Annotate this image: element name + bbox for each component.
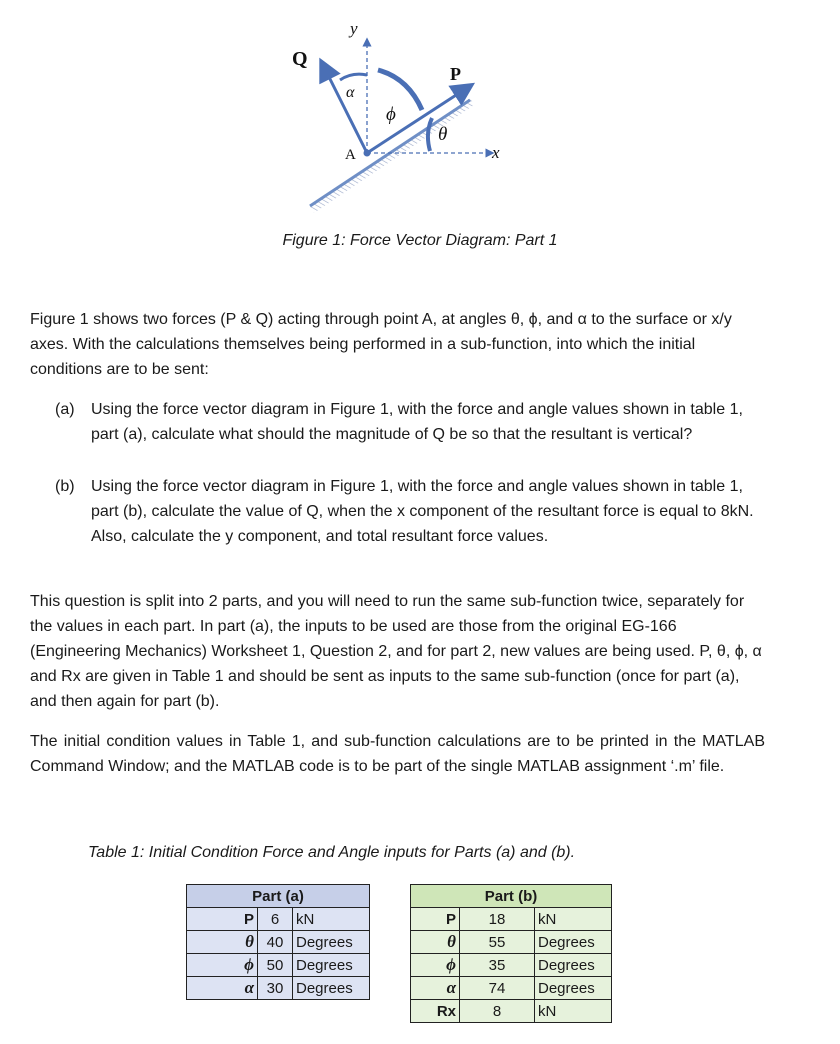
- table-row: [187, 931, 370, 954]
- instructions-paragraph: This question is split into 2 parts, and you will need to run the same sub-function twice, separately for the values in each part. In part (a), the inputs to be used are those from the original EG-166 (Engineering Mechanics) Worksheet 1, Question 2, and for part 2, new values are being used. P, θ, ϕ, α and Rx are given in Table 1 and should be sent as inputs to the same sub-function (once for part (a), and then again for part (b).: [30, 593, 762, 710]
- intro-paragraph: Figure 1 shows two forces (P & Q) acting through point A, at angles θ, ϕ, and α to the surface or x/y axes. With the calculations themselves being performed in a sub-function, into which the initial conditions are to be sent:: [30, 311, 732, 378]
- table-b-symbol: α: [411, 977, 460, 1000]
- table-b-value: 35: [460, 954, 535, 977]
- label-q: Q: [292, 48, 308, 70]
- table-row: [411, 931, 612, 954]
- table-b-unit: kN: [535, 1000, 612, 1023]
- table-b-symbol: ϕ: [411, 954, 460, 977]
- list-item: [55, 474, 760, 549]
- table-b-unit: Degrees: [535, 977, 612, 1000]
- table-part-a: [186, 884, 370, 1000]
- table-a-value: 6: [258, 908, 293, 931]
- alpha-arc: [340, 74, 367, 80]
- table-a-value: 30: [258, 977, 293, 1000]
- table-b-title: Part (b): [411, 885, 612, 908]
- table-a-symbol: ϕ: [187, 954, 258, 977]
- table-part-b: [410, 884, 612, 1023]
- label-alpha: α: [346, 84, 355, 101]
- force-vector-diagram: [270, 8, 540, 218]
- table-row: [411, 1000, 612, 1023]
- label-phi: ϕ: [386, 104, 396, 125]
- phi-arc: [378, 70, 422, 110]
- label-theta: θ: [438, 124, 448, 145]
- table-row: [411, 977, 612, 1000]
- table-a-title: Part (a): [187, 885, 370, 908]
- label-point-a: A: [345, 147, 356, 163]
- table-a-value: 50: [258, 954, 293, 977]
- theta-arc: [428, 118, 432, 151]
- table-a-unit: Degrees: [293, 954, 370, 977]
- table-row: [411, 954, 612, 977]
- table-b-unit: kN: [535, 908, 612, 931]
- table-b-value: 74: [460, 977, 535, 1000]
- table-row: [411, 908, 612, 931]
- point-a-marker: [364, 150, 371, 157]
- list-item-label: (a): [55, 401, 75, 418]
- list-item-label: (b): [55, 478, 75, 495]
- output-paragraph: The initial condition values in Table 1, and sub-function calculations are to be printed in the MATLAB Command Window; and the MATLAB code is to be part of the single MATLAB assignment ‘.m’ file.: [30, 733, 765, 775]
- table-row: [187, 908, 370, 931]
- label-p: P: [450, 64, 461, 84]
- label-y: y: [350, 19, 358, 38]
- table-b-symbol: P: [411, 908, 460, 931]
- list-item: [55, 397, 760, 447]
- table-b-unit: Degrees: [535, 954, 612, 977]
- table-a-symbol: P: [187, 908, 258, 931]
- figure-caption: Figure 1: Force Vector Diagram: Part 1: [282, 232, 558, 249]
- list-item-text: Using the force vector diagram in Figure 1, with the force and angle values shown in table 1, part (b), calculate the value of Q, when the x component of the resultant force is equal to 8kN. Also, calculate the y component, and total resultant force values.: [91, 478, 754, 545]
- table-a-unit: Degrees: [293, 977, 370, 1000]
- table-b-symbol: Rx: [411, 1000, 460, 1023]
- table-b-value: 18: [460, 908, 535, 931]
- table-a-symbol: θ: [187, 931, 258, 954]
- label-x: x: [492, 143, 500, 162]
- table-caption: Table 1: Initial Condition Force and Angle inputs for Parts (a) and (b).: [88, 844, 576, 861]
- table-a-unit: kN: [293, 908, 370, 931]
- table-a-value: 40: [258, 931, 293, 954]
- table-row: [187, 954, 370, 977]
- table-b-value: 8: [460, 1000, 535, 1023]
- table-b-symbol: θ: [411, 931, 460, 954]
- table-a-unit: Degrees: [293, 931, 370, 954]
- table-row: [187, 977, 370, 1000]
- table-b-value: 55: [460, 931, 535, 954]
- list-item-text: Using the force vector diagram in Figure 1, with the force and angle values shown in table 1, part (a), calculate what should the magnitude of Q be so that the resultant is vertical?: [91, 401, 743, 443]
- table-a-symbol: α: [187, 977, 258, 1000]
- table-b-unit: Degrees: [535, 931, 612, 954]
- force-p-arrow: [367, 86, 470, 153]
